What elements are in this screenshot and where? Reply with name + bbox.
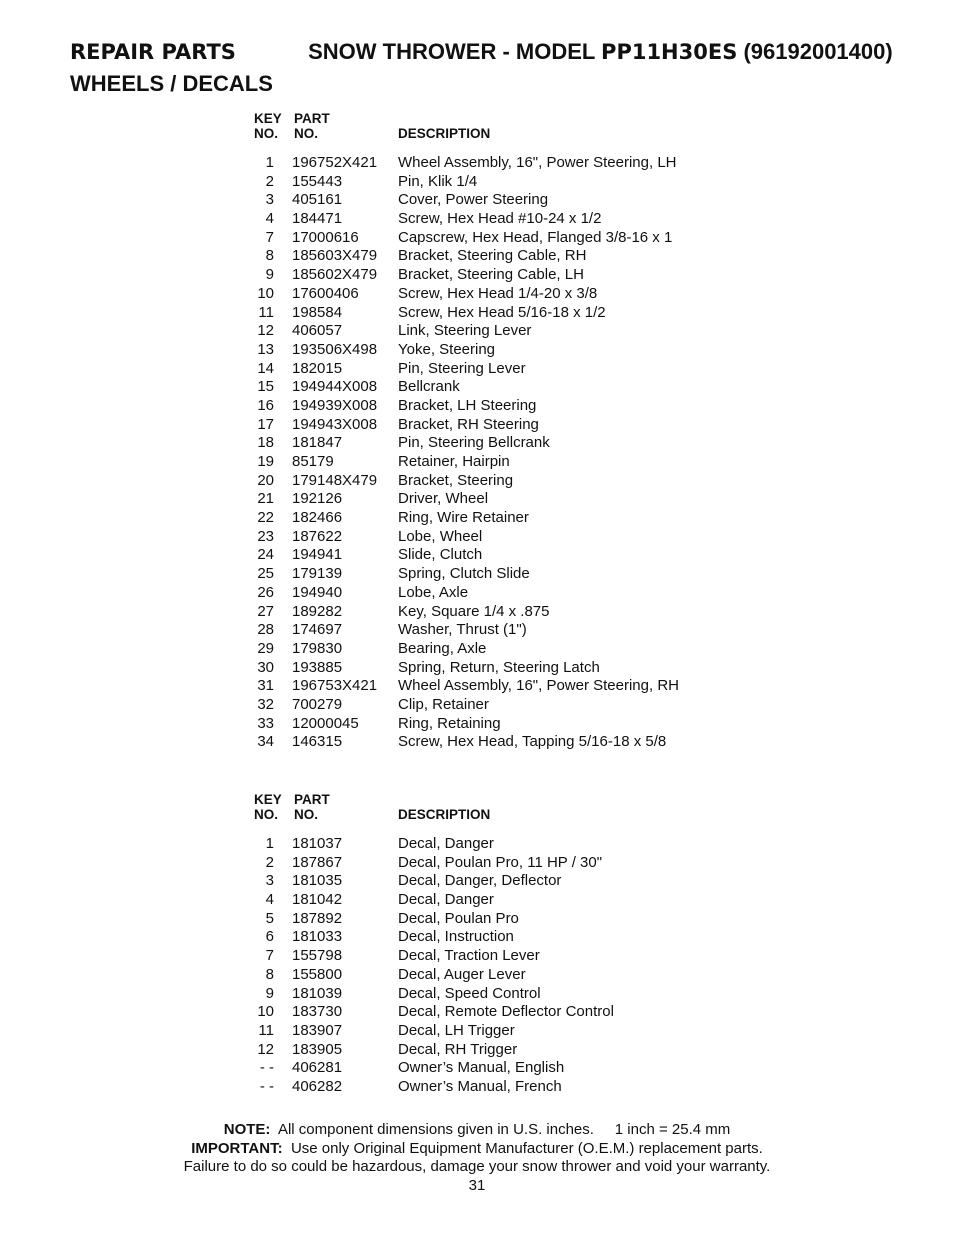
description-cell: Decal, Poulan Pro bbox=[398, 909, 519, 927]
key-no-cell: - - bbox=[259, 1059, 274, 1077]
part-no-cell: 193506X498 bbox=[292, 340, 378, 358]
table-row bbox=[250, 659, 730, 678]
part-no-cell: 181847 bbox=[292, 434, 343, 452]
part-no-cell: 155800 bbox=[292, 965, 343, 983]
part-no-cell: 187892 bbox=[292, 909, 343, 927]
table-row bbox=[250, 266, 730, 285]
key-no-cell: 4 bbox=[265, 891, 274, 909]
section-title: WHEELS / DECALS bbox=[70, 71, 273, 96]
important-line: IMPORTANT: Use only Original Equipment Manufacturer (O.E.M.) replacement parts. bbox=[191, 1139, 763, 1157]
part-no-cell: 181033 bbox=[292, 928, 343, 946]
part-no-cell: 187867 bbox=[292, 853, 343, 871]
table-row bbox=[250, 910, 730, 929]
table-row bbox=[250, 966, 730, 985]
part-no-cell: 185603X479 bbox=[292, 247, 378, 265]
table-row bbox=[250, 1078, 730, 1097]
table-row bbox=[250, 1022, 730, 1041]
part-no-cell: 155443 bbox=[292, 172, 343, 190]
table-row bbox=[250, 341, 730, 360]
wheels-rows bbox=[250, 154, 730, 752]
part-no-cell: 194944X008 bbox=[292, 378, 378, 396]
key-no-cell: 1 bbox=[265, 154, 274, 171]
table-row bbox=[250, 677, 730, 696]
description-cell: Bearing, Axle bbox=[398, 639, 487, 657]
description-cell: Owner’s Manual, English bbox=[398, 1059, 565, 1077]
wheels-parts-table bbox=[250, 111, 730, 752]
description-cell: Link, Steering Lever bbox=[398, 322, 532, 340]
part-no-cell: 17000616 bbox=[292, 228, 359, 246]
description-cell: Ring, Retaining bbox=[398, 714, 501, 732]
description-cell: Bracket, LH Steering bbox=[398, 396, 537, 414]
description-cell: Cover, Power Steering bbox=[398, 191, 549, 209]
part-no-cell: 194939X008 bbox=[292, 396, 378, 414]
page-header bbox=[70, 36, 930, 100]
part-no-cell: 183905 bbox=[292, 1040, 343, 1058]
key-no-cell: 7 bbox=[265, 947, 274, 965]
part-no-cell: 182466 bbox=[292, 509, 343, 527]
description-cell: Clip, Retainer bbox=[398, 695, 489, 713]
table-row bbox=[250, 891, 730, 910]
part-no-cell: 174697 bbox=[292, 621, 343, 639]
part-no-cell: 146315 bbox=[292, 733, 343, 751]
key-no-cell: 23 bbox=[257, 527, 274, 545]
part-no-cell: 181037 bbox=[292, 835, 343, 852]
table-row bbox=[250, 416, 730, 435]
description-cell: Decal, Poulan Pro, 11 HP / 30" bbox=[398, 853, 603, 871]
part-no-cell: 406281 bbox=[292, 1059, 343, 1077]
part-no-cell: 194940 bbox=[292, 583, 343, 601]
key-no-cell: 17 bbox=[257, 415, 274, 433]
description-cell: Capscrew, Hex Head, Flanged 3/8-16 x 1 bbox=[398, 228, 673, 246]
key-no-cell: 10 bbox=[257, 1003, 274, 1021]
table-row bbox=[250, 472, 730, 491]
description-cell: Lobe, Wheel bbox=[398, 527, 483, 545]
key-no-cell: 20 bbox=[257, 471, 274, 489]
part-no-cell: 187622 bbox=[292, 527, 343, 545]
table-row bbox=[250, 509, 730, 528]
key-no-cell: 29 bbox=[257, 639, 274, 657]
description-cell: Decal, Auger Lever bbox=[398, 965, 526, 983]
key-no-cell: 27 bbox=[257, 602, 274, 620]
table-row bbox=[250, 640, 730, 659]
table-row bbox=[250, 872, 730, 891]
footer-notes bbox=[0, 1121, 954, 1195]
description-cell: Yoke, Steering bbox=[398, 340, 496, 358]
key-no-cell: 18 bbox=[257, 434, 274, 452]
table-row bbox=[250, 733, 730, 752]
description-cell: Spring, Clutch Slide bbox=[398, 565, 530, 583]
key-no-header: KEY NO. bbox=[254, 111, 282, 141]
part-no-cell: 700279 bbox=[292, 695, 343, 713]
description-cell: Spring, Return, Steering Latch bbox=[398, 658, 600, 676]
description-cell: Bracket, RH Steering bbox=[398, 415, 539, 433]
key-no-cell: 8 bbox=[265, 965, 274, 983]
table-row bbox=[250, 1059, 730, 1078]
description-cell: Screw, Hex Head #10-24 x 1/2 bbox=[398, 210, 602, 228]
description-cell: Decal, Traction Lever bbox=[398, 947, 540, 965]
table-row bbox=[250, 154, 730, 173]
description-cell: Decal, Remote Deflector Control bbox=[398, 1003, 614, 1021]
description-cell: Owner’s Manual, French bbox=[398, 1077, 562, 1095]
description-cell: Ring, Wire Retainer bbox=[398, 509, 529, 527]
table-row bbox=[250, 378, 730, 397]
key-no-cell: 21 bbox=[257, 490, 274, 508]
key-no-cell: 33 bbox=[257, 714, 274, 732]
description-cell: Lobe, Axle bbox=[398, 583, 469, 601]
part-no-cell: 181035 bbox=[292, 872, 343, 890]
key-no-cell: 10 bbox=[257, 284, 274, 302]
key-no-cell: 32 bbox=[257, 695, 274, 713]
table-row bbox=[250, 191, 730, 210]
table-row bbox=[250, 947, 730, 966]
table-header bbox=[250, 792, 730, 824]
part-no-cell: 181039 bbox=[292, 984, 343, 1002]
key-no-cell: 8 bbox=[265, 247, 274, 265]
key-no-cell: 11 bbox=[258, 1021, 274, 1039]
table-row bbox=[250, 715, 730, 734]
part-no-cell: 198584 bbox=[292, 303, 343, 321]
table-row bbox=[250, 546, 730, 565]
table-row bbox=[250, 528, 730, 547]
description-cell: Decal, Danger, Deflector bbox=[398, 872, 562, 890]
table-row bbox=[250, 210, 730, 229]
table-row bbox=[250, 247, 730, 266]
description-cell: Decal, Instruction bbox=[398, 928, 514, 946]
part-no-cell: 192126 bbox=[292, 490, 343, 508]
part-no-cell: 179830 bbox=[292, 639, 343, 657]
table-row bbox=[250, 322, 730, 341]
key-no-cell: 30 bbox=[257, 658, 274, 676]
part-no-cell: 179148X479 bbox=[292, 471, 378, 489]
key-no-cell: 34 bbox=[257, 733, 274, 751]
part-no-cell: 184471 bbox=[292, 210, 343, 228]
key-no-cell: 13 bbox=[257, 340, 274, 358]
key-no-cell: 2 bbox=[265, 853, 274, 871]
table-row bbox=[250, 453, 730, 472]
part-no-cell: 183907 bbox=[292, 1021, 343, 1039]
table-row bbox=[250, 928, 730, 947]
description-cell: Bracket, Steering bbox=[398, 471, 514, 489]
part-no-cell: 12000045 bbox=[292, 714, 359, 732]
key-no-cell: 11 bbox=[258, 303, 274, 321]
key-no-cell: 24 bbox=[257, 546, 274, 564]
description-cell: Decal, Danger bbox=[398, 891, 494, 909]
description-cell: Bracket, Steering Cable, RH bbox=[398, 247, 587, 265]
table-row bbox=[250, 603, 730, 622]
description-cell: Pin, Steering Lever bbox=[398, 359, 526, 377]
description-cell: Driver, Wheel bbox=[398, 490, 489, 508]
description-cell: Screw, Hex Head 5/16-18 x 1/2 bbox=[398, 303, 606, 321]
table-row bbox=[250, 360, 730, 379]
key-no-cell: 1 bbox=[265, 835, 274, 852]
description-cell: Washer, Thrust (1") bbox=[398, 621, 527, 639]
decals-parts-table bbox=[250, 792, 730, 1097]
key-no-cell: 5 bbox=[265, 909, 274, 927]
key-no-cell: 25 bbox=[257, 565, 274, 583]
table-header bbox=[250, 111, 730, 143]
table-row bbox=[250, 621, 730, 640]
key-no-cell: 12 bbox=[257, 1040, 274, 1058]
key-no-cell: 9 bbox=[265, 266, 274, 284]
table-row bbox=[250, 434, 730, 453]
part-no-cell: 194943X008 bbox=[292, 415, 378, 433]
description-cell: Screw, Hex Head, Tapping 5/16-18 x 5/8 bbox=[398, 733, 667, 751]
table-row bbox=[250, 173, 730, 192]
table-row bbox=[250, 490, 730, 509]
part-no-cell: 193885 bbox=[292, 658, 343, 676]
key-no-header: KEY NO. bbox=[254, 792, 282, 822]
key-no-cell: 7 bbox=[265, 228, 274, 246]
table-row bbox=[250, 229, 730, 248]
part-no-cell: 189282 bbox=[292, 602, 343, 620]
part-no-cell: 183730 bbox=[292, 1003, 343, 1021]
part-no-cell: 181042 bbox=[292, 891, 343, 909]
table-row bbox=[250, 397, 730, 416]
part-no-cell: 406057 bbox=[292, 322, 343, 340]
table-row bbox=[250, 565, 730, 584]
description-cell: Bellcrank bbox=[398, 378, 460, 396]
key-no-cell: 12 bbox=[257, 322, 274, 340]
key-no-cell: 31 bbox=[257, 677, 274, 695]
part-no-cell: 405161 bbox=[292, 191, 343, 209]
key-no-cell: 6 bbox=[265, 928, 274, 946]
key-no-cell: 3 bbox=[265, 191, 274, 209]
part-no-cell: 185602X479 bbox=[292, 266, 378, 284]
part-no-cell: 85179 bbox=[292, 453, 334, 470]
decals-rows bbox=[250, 835, 730, 1097]
part-no-cell: 194941 bbox=[292, 546, 343, 564]
key-no-cell: - - bbox=[259, 1077, 274, 1095]
table-row bbox=[250, 696, 730, 715]
table-row bbox=[250, 835, 730, 854]
description-cell: Screw, Hex Head 1/4-20 x 3/8 bbox=[398, 284, 598, 302]
title-line bbox=[70, 36, 930, 68]
key-no-cell: 22 bbox=[257, 509, 274, 527]
description-cell: Decal, Danger bbox=[398, 835, 494, 852]
description-cell: Pin, Steering Bellcrank bbox=[398, 434, 550, 452]
part-no-cell: 17600406 bbox=[292, 284, 359, 302]
repair-parts-title: REPAIR PARTS bbox=[70, 40, 236, 64]
warning-line: Failure to do so could be hazardous, damage your snow thrower and void your warranty. bbox=[183, 1158, 771, 1175]
description-cell: Slide, Clutch bbox=[398, 546, 483, 564]
description-cell: Retainer, Hairpin bbox=[398, 453, 510, 470]
description-cell: Decal, LH Trigger bbox=[398, 1021, 515, 1039]
part-no-cell: 196753X421 bbox=[292, 677, 378, 695]
part-no-cell: 155798 bbox=[292, 947, 343, 965]
table-row bbox=[250, 854, 730, 873]
description-header: DESCRIPTION bbox=[398, 126, 491, 141]
product-title: SNOW THROWER - MODEL bbox=[308, 39, 595, 64]
description-cell: Decal, Speed Control bbox=[398, 984, 541, 1002]
key-no-cell: 4 bbox=[265, 210, 274, 228]
part-no-cell: 196752X421 bbox=[292, 154, 378, 171]
key-no-cell: 28 bbox=[257, 621, 274, 639]
note-line: NOTE: All component dimensions given in U.S. inches. 1 inch = 25.4 mm bbox=[223, 1121, 731, 1138]
page-number: 31 bbox=[468, 1176, 486, 1194]
table-row bbox=[250, 985, 730, 1004]
table-row bbox=[250, 584, 730, 603]
part-no-cell: 406282 bbox=[292, 1077, 343, 1095]
key-no-cell: 19 bbox=[257, 453, 274, 470]
description-cell: Wheel Assembly, 16", Power Steering, LH bbox=[398, 154, 677, 171]
table-row bbox=[250, 1003, 730, 1022]
part-no-header: PART NO. bbox=[294, 792, 330, 822]
description-cell: Pin, Klik 1/4 bbox=[398, 172, 478, 190]
table-row bbox=[250, 1041, 730, 1060]
model-code: (96192001400) bbox=[743, 39, 893, 64]
description-cell: Key, Square 1/4 x .875 bbox=[398, 602, 550, 620]
part-no-header: PART NO. bbox=[294, 111, 330, 141]
key-no-cell: 14 bbox=[257, 359, 274, 377]
key-no-cell: 15 bbox=[257, 378, 274, 396]
description-cell: Decal, RH Trigger bbox=[398, 1040, 518, 1058]
part-no-cell: 179139 bbox=[292, 565, 343, 583]
description-header: DESCRIPTION bbox=[398, 807, 491, 822]
key-no-cell: 2 bbox=[265, 172, 274, 190]
part-no-cell: 182015 bbox=[292, 359, 343, 377]
table-row bbox=[250, 285, 730, 304]
key-no-cell: 16 bbox=[257, 396, 274, 414]
key-no-cell: 9 bbox=[265, 984, 274, 1002]
model-number: PP11H30ES bbox=[601, 40, 738, 64]
description-cell: Wheel Assembly, 16", Power Steering, RH bbox=[398, 677, 679, 695]
key-no-cell: 26 bbox=[257, 583, 274, 601]
key-no-cell: 3 bbox=[265, 872, 274, 890]
table-row bbox=[250, 304, 730, 323]
description-cell: Bracket, Steering Cable, LH bbox=[398, 266, 584, 284]
